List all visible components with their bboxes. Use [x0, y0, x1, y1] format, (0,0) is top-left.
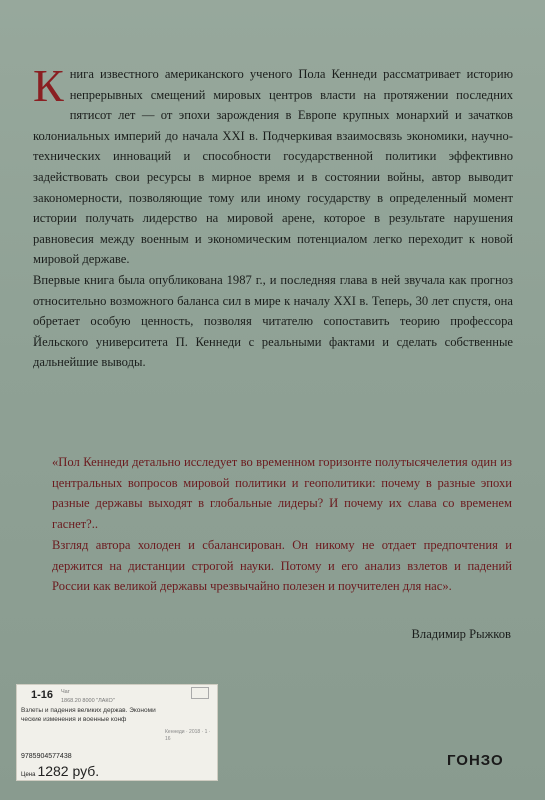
dropcap-letter: К — [33, 60, 64, 111]
annotation-paragraph-2: Впервые книга была опубликована 1987 г., и последняя глава в ней звучала как прогноз относительно возможного баланса сил в мире к началу XXI в. Теперь, 30 лет спустя, она обретает особую ценность, позволяя читателю сопоставить теорию профессора Йельского университета П. Кеннеди с реальными фактами и сделать собственные дальнейшие выводы. — [33, 272, 513, 370]
price-value — [21, 763, 99, 779]
sticker-title-1: Взлеты и падения великих держав. Экономи — [21, 707, 156, 714]
publisher-logo: ГОНЗО — [447, 752, 504, 769]
sticker-title-2: ческие изменения и военные конф — [21, 716, 127, 723]
price-label: Цена — [21, 772, 36, 778]
annotation-paragraph-1-text: нига известного американского ученого Пола Кеннеди рассматривает историю непрерывных смещений мировых центров власти на протяжении последних пятисот лет — от эпохи зарождения в Европе крупных монархий и зачатков колониальных империй до начала XXI в. Подчеркивая взаимосвязь экономики, научно-технических инноваций и способности государственной политики эффективно задействовать свои ресурсы в мирное время и в состоянии войны, автор выводит закономерности, позволяющие тому или иному государству в определенный момент истории получать лидерство на мировой арене, которое в результате нарушения равновесия между военным и экономическим потенциалом легко переходит к новой мировой державе. — [33, 67, 513, 267]
annotation-paragraph-1 — [33, 60, 513, 270]
sticker-code: 1-16 — [31, 689, 54, 701]
quote-author: Владимир Рыжков — [411, 627, 511, 641]
quote-part-2: Взгляд автора холоден и сбалансирован. Он никому не отдает предпочтения и держится на дистанции строгой науки. Потому и его анализ взлетов и падений России как великой державы чрезвычайно полезен и поучителен для нас». — [52, 537, 512, 594]
annotation-text — [33, 60, 513, 373]
price-sticker — [16, 684, 218, 781]
sticker-line-1: Чаг — [61, 689, 70, 695]
barcode-number: 9785904577438 — [21, 753, 72, 760]
sticker-box-icon — [191, 687, 209, 699]
price-amount: 1282 руб. — [37, 763, 100, 779]
quote-part-1: «Пол Кеннеди детально исследует во временном горизонте полутысячелетия один из центральных вопросов мировой политики и геополитики: почему в разные эпохи разные державы выходят в глобальные лидеры? И почему их слава со временем гаснет?.. — [52, 455, 512, 532]
sticker-side-text: Кеннеди · 2018 · 1 · 16 — [165, 729, 211, 742]
review-quote — [52, 452, 512, 597]
sticker-line-2: 1868.20 8000 "ЛАКО" — [61, 698, 115, 704]
